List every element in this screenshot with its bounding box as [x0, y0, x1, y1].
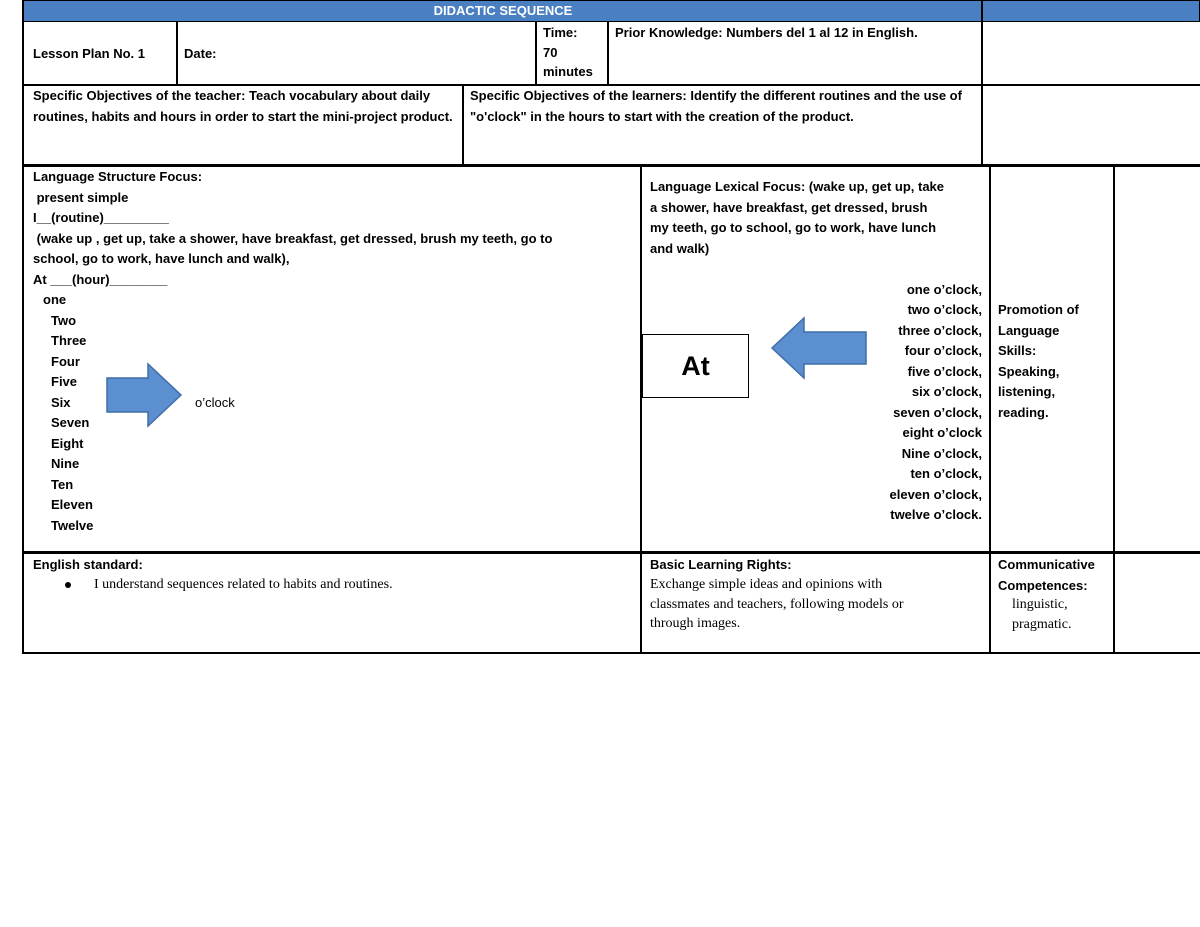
hour-item: five o’clock,: [907, 363, 982, 379]
number-four: Four: [51, 353, 80, 369]
right-arrow-icon: [105, 362, 183, 428]
hour-item: two o’clock,: [907, 302, 982, 317]
time-unit: minutes: [543, 64, 593, 79]
hours-list: [800, 280, 982, 526]
hour-item: eight o’clock: [902, 425, 982, 440]
header-title: DIDACTIC SEQUENCE: [433, 3, 573, 18]
english-standard-item: I understand sequences related to habits and routines.: [94, 577, 393, 592]
competence-item: linguistic,: [1012, 597, 1068, 612]
row1-divider-a: [176, 22, 178, 85]
structure-routines-line1: (wake up , get up, take a shower, have breakfast, get dressed, brush my teeth, go to: [33, 230, 553, 246]
structure-pattern-at: At ___(hour)________: [33, 271, 168, 287]
hour-item: four o’clock,: [904, 343, 982, 358]
competences-heading: [998, 555, 1095, 596]
structure-pattern-i: I__(routine)_________: [33, 210, 169, 225]
number-seven: Seven: [51, 415, 90, 430]
row3-divider-c: [1113, 165, 1115, 653]
dba-text: [650, 575, 903, 634]
row1-divider-d: [981, 22, 983, 165]
dba-heading: Basic Learning Rights:: [650, 557, 792, 572]
lexical-heading-line: and walk): [650, 240, 710, 256]
skills-line: Language: [998, 322, 1060, 338]
number-six: Six: [51, 394, 71, 410]
number-twelve: Twelve: [51, 517, 94, 533]
row2-divider: [462, 85, 464, 165]
lesson-plan-number: Lesson Plan No. 1: [33, 46, 145, 61]
at-box: At: [642, 334, 749, 398]
skills-line: listening,: [998, 384, 1056, 399]
hour-item: twelve o’clock.: [890, 507, 982, 522]
table-left-border: [22, 0, 24, 653]
lexical-heading-line: a shower, have breakfast, get dressed, brush: [650, 199, 928, 215]
hour-item: eleven o’clock,: [889, 486, 982, 502]
lexical-heading-line: Language Lexical Focus: (wake up, get up, take: [650, 179, 945, 194]
lexical-heading: [650, 177, 944, 259]
time-label: Time:: [543, 25, 578, 40]
number-three: Three: [51, 333, 87, 348]
row1-divider-c: [607, 22, 609, 85]
row1-divider-b: [535, 22, 537, 85]
number-eight: Eight: [51, 435, 84, 451]
skills-line: Speaking,: [998, 363, 1060, 379]
number-eleven: Eleven: [51, 497, 93, 512]
row3-divider-a: [640, 165, 642, 653]
date-label: Date:: [184, 46, 217, 61]
time-block: [543, 23, 593, 82]
skills-line: reading.: [998, 404, 1049, 420]
hour-item: one o’clock,: [906, 281, 982, 297]
table-bottom-border: [22, 652, 1200, 654]
structure-heading: Language Structure Focus:: [33, 169, 203, 184]
learner-objectives: Specific Objectives of the learners: Identify the different routines and the use of "o'clock" in the hours to start with the creation of the product.: [470, 88, 962, 124]
number-one: one: [43, 292, 67, 307]
skills-line: Promotion of: [998, 302, 1079, 317]
structure-routines-line2: school, go to work, have lunch and walk),: [33, 251, 290, 266]
lexical-heading-line: my teeth, go to school, go to work, have lunch: [650, 220, 937, 235]
bullet-icon: [65, 582, 71, 588]
header-divider: [981, 0, 983, 22]
number-two: Two: [51, 312, 77, 328]
didactic-sequence-header: [22, 0, 1200, 22]
competences-heading-line: Communicative: [998, 557, 1095, 572]
dba-line: through images.: [650, 616, 741, 631]
row3-divider-b: [989, 165, 991, 653]
number-nine: Nine: [51, 456, 80, 471]
language-skills: [998, 300, 1079, 423]
prior-knowledge: Prior Knowledge: Numbers del 1 al 12 in English.: [615, 25, 918, 40]
english-standard-heading: English standard:: [33, 557, 143, 572]
hour-item: seven o’clock,: [893, 404, 982, 420]
competences-heading-line: Competences:: [998, 577, 1088, 593]
row3-bottom-border: [22, 551, 1200, 554]
structure-tense: present simple: [33, 189, 129, 205]
number-ten: Ten: [51, 476, 74, 492]
dba-line: Exchange simple ideas and opinions with: [650, 577, 883, 592]
hour-item: Nine o’clock,: [901, 445, 982, 461]
competences-list: [1012, 595, 1071, 634]
oclock-label: o’clock: [195, 394, 235, 410]
time-value: 70: [543, 44, 558, 60]
hour-item: three o’clock,: [898, 322, 982, 338]
skills-line: Skills:: [998, 343, 1037, 358]
teacher-objectives: Specific Objectives of the teacher: Teach vocabulary about daily routines, habits and hours in order to start the mini-project product.: [33, 88, 453, 124]
number-five: Five: [51, 374, 78, 389]
hour-item: six o’clock,: [911, 384, 982, 399]
competence-item: pragmatic.: [1012, 616, 1072, 632]
hour-item: ten o’clock,: [910, 466, 982, 481]
dba-line: classmates and teachers, following models or: [650, 596, 904, 612]
